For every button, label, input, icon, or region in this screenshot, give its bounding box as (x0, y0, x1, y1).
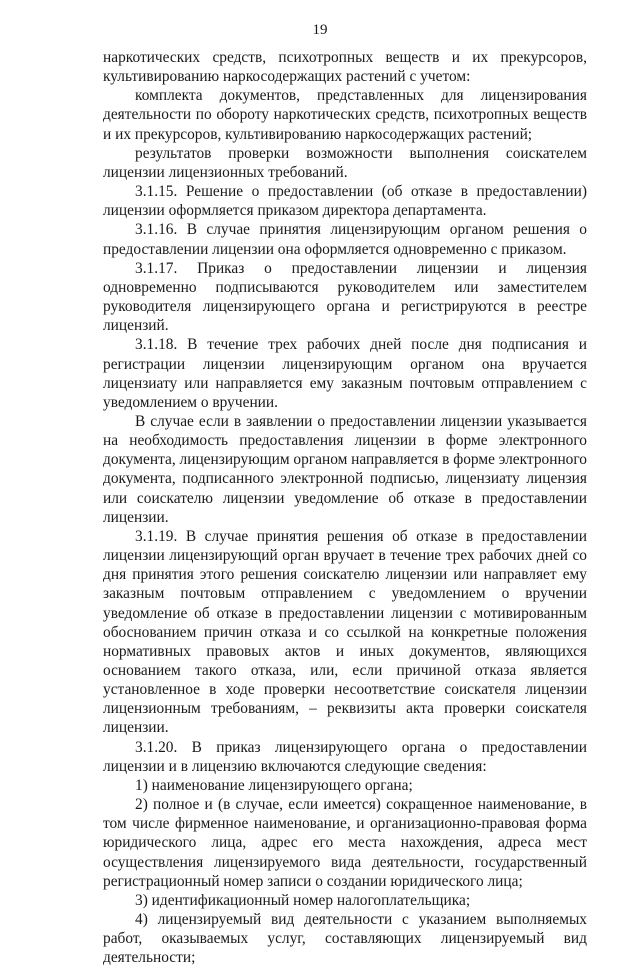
paragraph: наркотических средств, психотропных веществ и их прекурсоров, культивированию наркосодержащих растений с учетом: (103, 49, 587, 86)
paragraph: комплекта документов, представленных для лицензирования деятельности по обороту наркотических средств, психотропных веществ и их прекурсоров, культивированию наркосодержащих растений; (103, 87, 587, 143)
list-item: 4) лицензируемый вид деятельности с указанием выполняемых работ, оказываемых услуг, составляющих лицензируемый вид деятельности; (103, 911, 587, 967)
paragraph: 3.1.17. Приказ о предоставлении лицензии и лицензия одновременно подписываются руководителем или заместителем руководителя лицензирующего органа и регистрируются в реестре лицензий. (103, 259, 587, 335)
list-item: 3) идентификационный номер налогоплательщика; (135, 891, 471, 909)
paragraph: 3.1.18. В течение трех рабочих дней после дня подписания и регистрации лицензии лицензирующим органом она вручается лицензиату или направляется ему заказным почтовым отправлением с уведомлением о вручении. (103, 336, 587, 411)
document-body (103, 48, 587, 968)
paragraph: 3.1.19. В случае принятия решения об отказе в предоставлении лицензии лицензирующий орган вручает в течение трех рабочих дней со дня принятия этого решения соискателю лицензии или направляет ему заказным почтовым отправлением с уведомлением о вручении уведомление об отказе в предоставлении лицензии с мотивированным обоснованием причин отказа и со ссылкой на конкретные положения нормативных правовых актов и иных документов, являющихся основанием такого отказа, или, если причиной отказа является установленное в ходе проверки несоответствие соискателя лицензии лицензионным требованиям, – реквизиты акта проверки соискателя лицензии. (103, 527, 587, 737)
paragraph: результатов проверки возможности выполнения соискателем лицензии лицензионных требований. (103, 144, 587, 181)
list-item: 1) наименование лицензирующего органа; (135, 776, 413, 794)
paragraph: 3.1.16. В случае принятия лицензирующим органом решения о предоставлении лицензии она оформляется одновременно с приказом. (103, 221, 587, 258)
paragraph: В случае если в заявлении о предоставлении лицензии указывается на необходимость предоставления лицензии в форме электронного документа, лицензирующим органом направляется в форме электронного документа, подписанного электронной подписью, лицензиату лицензия или соискателю лицензии уведомление об отказе в предоставлении лицензии. (103, 412, 588, 526)
paragraph: 3.1.20. В приказ лицензирующего органа о предоставлении лицензии и в лицензию включаются следующие сведения: (103, 738, 587, 775)
page-number: 19 (312, 22, 328, 38)
list-item: 2) полное и (в случае, если имеется) сокращенное наименование, в том числе фирменное наименование, и организационно-правовая форма юридического лица, адрес его места нахождения, адреса мест осуществления лицензируемого вида деятельности, государственный регистрационный номер записи о создании юридического лица; (103, 796, 587, 890)
paragraph: 3.1.15. Решение о предоставлении (об отказе в предоставлении) лицензии оформляется приказом директора департамента. (103, 183, 587, 220)
